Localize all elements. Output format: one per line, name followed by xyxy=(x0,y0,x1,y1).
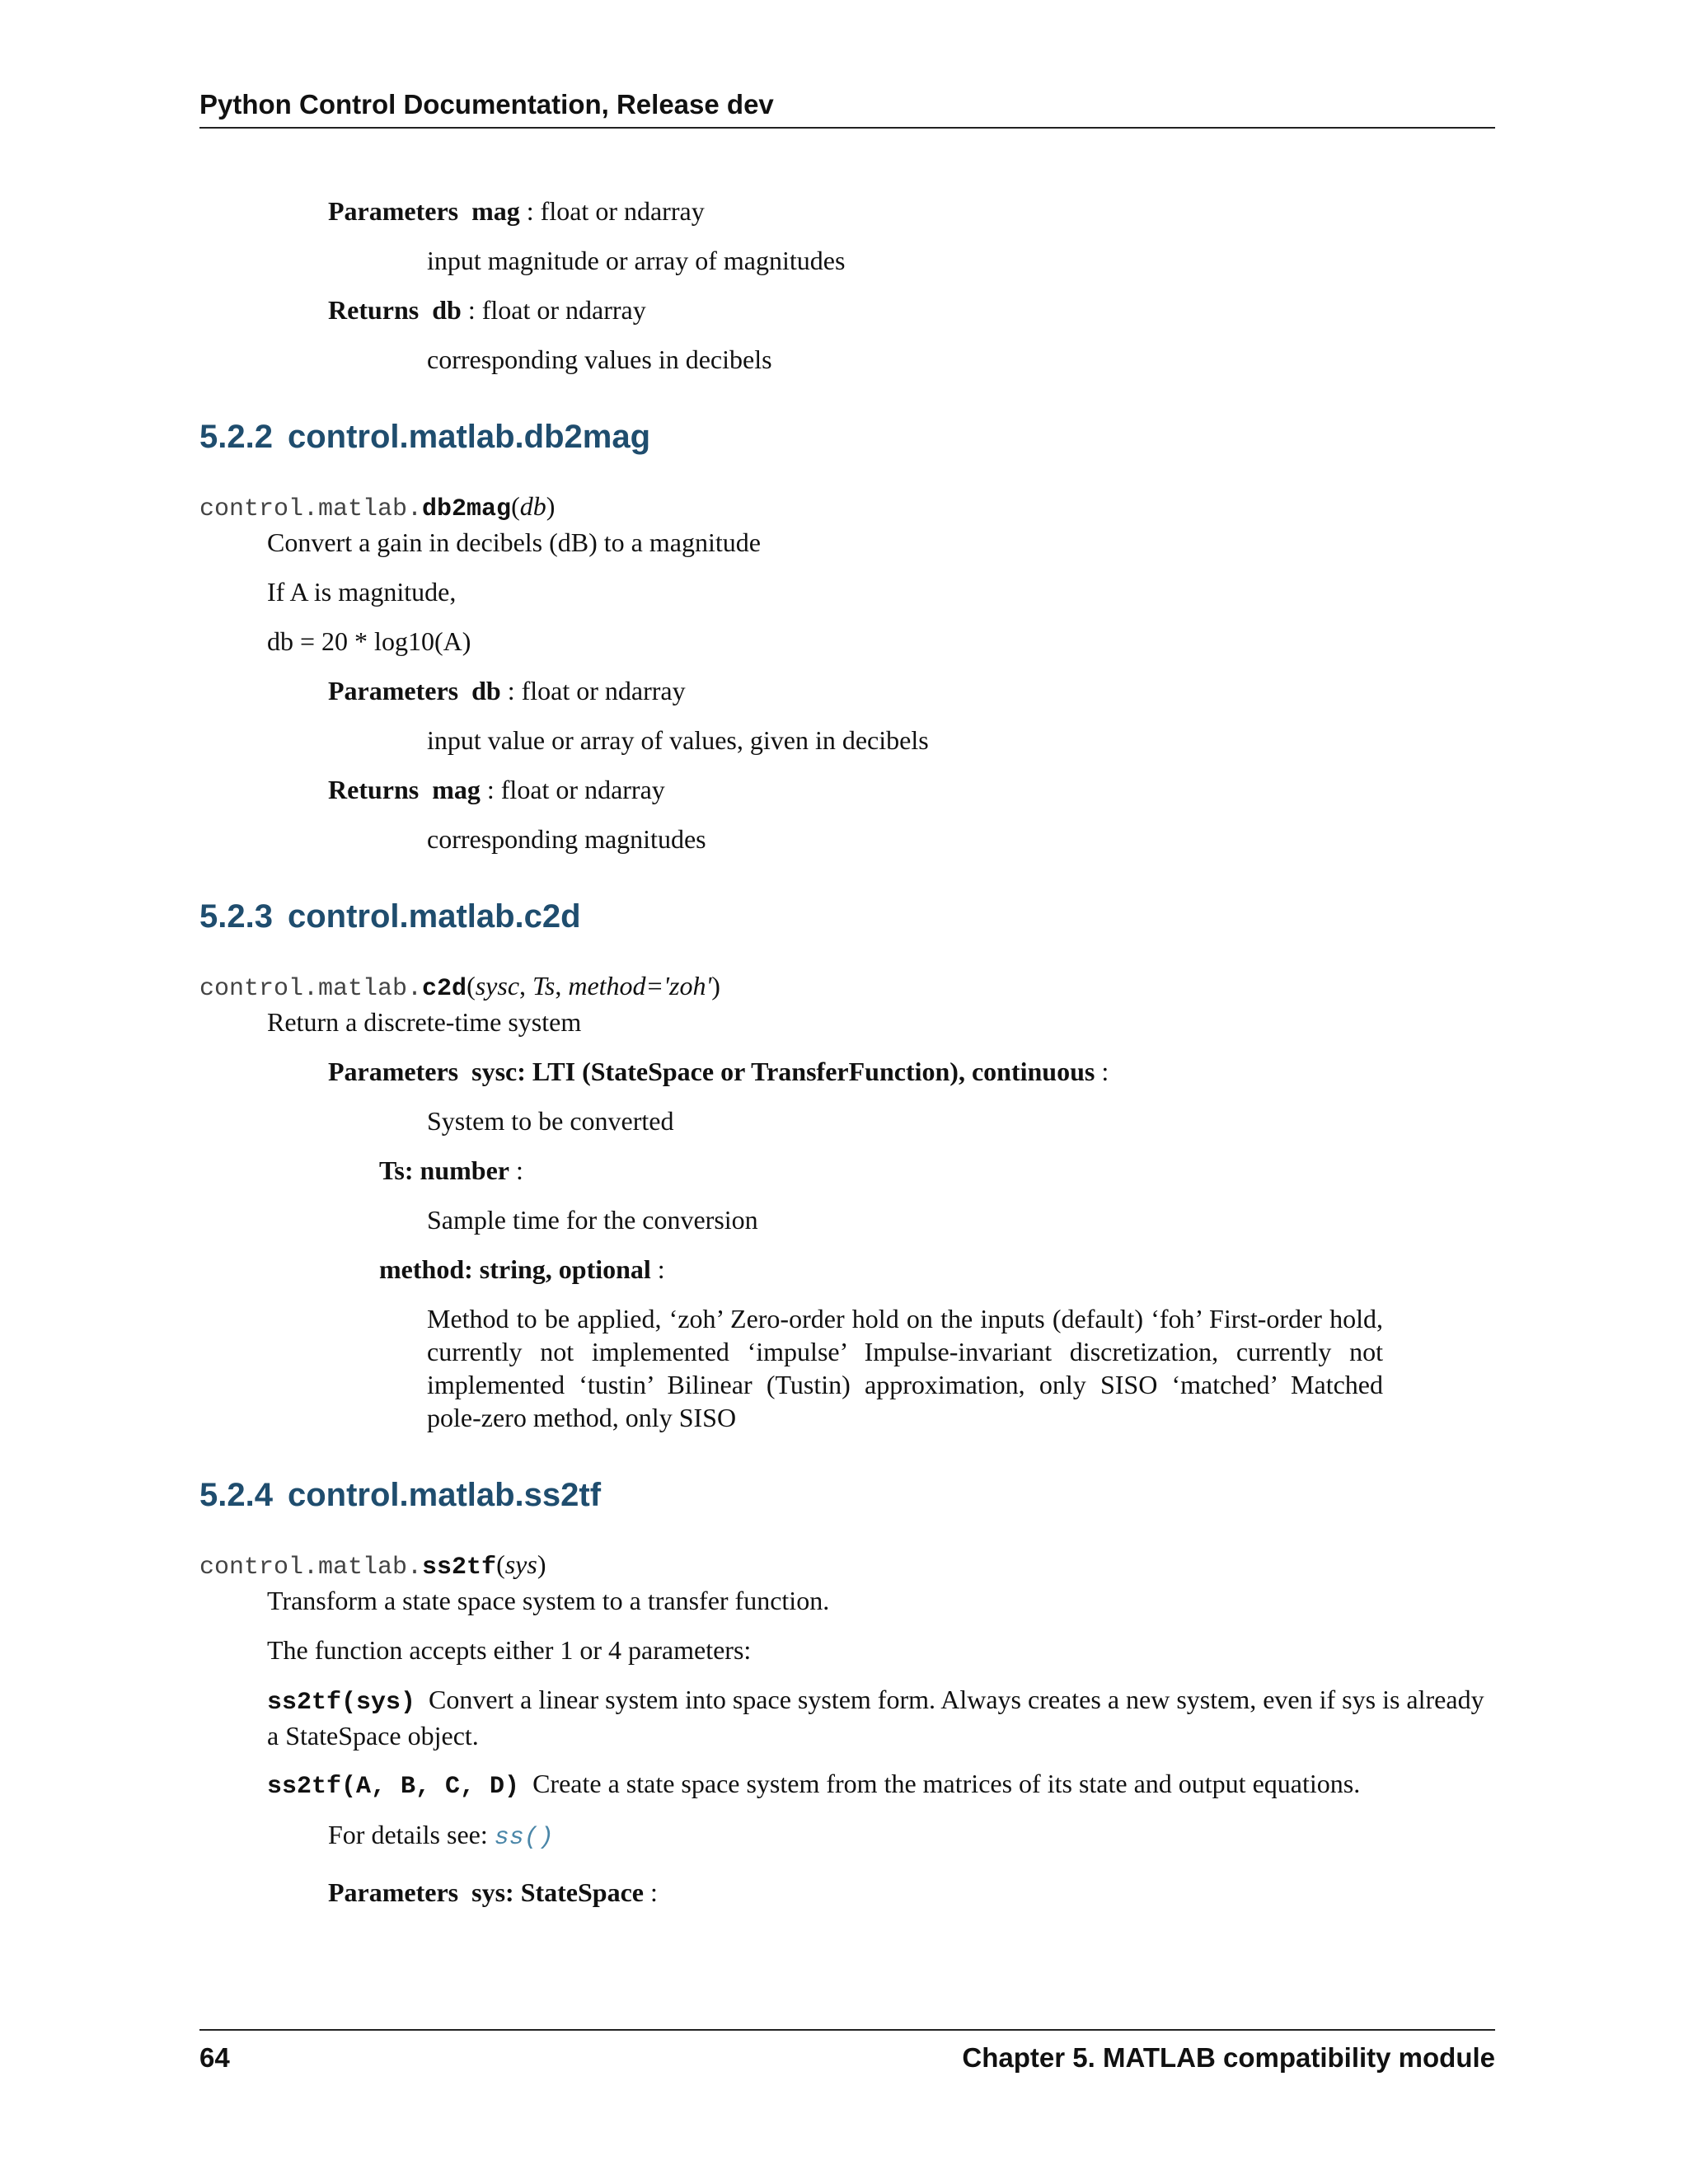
details-line xyxy=(328,1818,1495,1854)
description-db2mag xyxy=(267,526,1495,658)
definition-item-ss2tf-abcd xyxy=(267,1767,1495,1854)
page-number: 64 xyxy=(199,2042,230,2073)
running-footer xyxy=(199,2029,1495,2074)
params-label: Parameters xyxy=(328,1057,459,1086)
params-row-db xyxy=(328,674,1495,707)
definition-desc: Create a state space system from the matrices of its state and output equations. xyxy=(532,1769,1361,1798)
function-signature-ss2tf: control.matlab.ss2tf(sys) xyxy=(199,1549,546,1582)
definition-term: ss2tf(sys) xyxy=(267,1689,416,1717)
return-name: db xyxy=(432,295,462,325)
returns-label: Returns xyxy=(328,295,420,325)
param-type: : float or ndarray xyxy=(526,196,705,226)
section-heading-ss2tf xyxy=(199,1475,1495,1515)
header-title: Python Control Documentation, Release dev xyxy=(199,89,774,120)
param-name: sysc: LTI (StateSpace or TransferFunction), continuous xyxy=(471,1057,1095,1086)
definition-term: ss2tf(A, B, C, D) xyxy=(267,1773,520,1801)
section-number: 5.2.3 xyxy=(199,898,273,935)
param-desc: input magnitude or array of magnitudes xyxy=(427,246,846,275)
section-title: control.matlab.ss2tf xyxy=(287,1477,602,1513)
param-desc: System to be converted xyxy=(427,1106,674,1136)
section-title: control.matlab.c2d xyxy=(287,898,581,935)
sig-arg-ts: Ts xyxy=(532,971,556,1001)
param-colon: : xyxy=(509,1155,523,1185)
param-name: mag xyxy=(471,196,520,226)
param-name: method: string, optional xyxy=(379,1254,651,1284)
params-label: Parameters xyxy=(328,676,459,705)
params-label: Parameters xyxy=(328,1877,459,1907)
sig-arg-sysc: sysc xyxy=(475,971,520,1001)
params-row-sysc xyxy=(328,1055,1495,1088)
section-number: 5.2.2 xyxy=(199,419,273,455)
definition-desc: Convert a linear system into space system form. Always creates a new system, even if sys is already a StateSpace object. xyxy=(267,1685,1484,1750)
description-c2d xyxy=(267,1005,1495,1038)
params-row-mag xyxy=(328,194,1495,227)
function-signature-db2mag: control.matlab.db2mag(db) xyxy=(199,491,556,523)
summary: Convert a gain in decibels (dB) to a magnitude xyxy=(267,527,761,557)
sig-arg: db xyxy=(519,491,546,521)
sig-arg-method: method='zoh' xyxy=(568,971,712,1001)
formula: db = 20 * log10(A) xyxy=(267,626,471,656)
param-name: Ts: number xyxy=(379,1155,509,1185)
summary: Transform a state space system to a transfer function. xyxy=(267,1586,830,1615)
params-label: Parameters xyxy=(328,196,459,226)
param-row-method xyxy=(379,1253,1495,1286)
definition-item-ss2tf-sys xyxy=(267,1683,1495,1752)
section-title: control.matlab.db2mag xyxy=(287,419,651,455)
ss-link[interactable]: ss() xyxy=(494,1824,554,1852)
return-type: : float or ndarray xyxy=(486,775,665,804)
sig-name: db2mag xyxy=(422,495,512,523)
sig-prefix: control.matlab. xyxy=(199,495,423,523)
return-name: mag xyxy=(432,775,481,804)
sig-arg: sys xyxy=(504,1549,537,1579)
param-row-ts xyxy=(379,1154,1495,1187)
returns-row-mag xyxy=(328,773,1495,806)
sig-prefix: control.matlab. xyxy=(199,975,423,1003)
param-colon: : xyxy=(650,1254,665,1284)
accepts-text: The function accepts either 1 or 4 parameters: xyxy=(267,1635,752,1665)
param-name: db xyxy=(471,676,501,705)
page-content xyxy=(199,194,1495,1925)
running-header xyxy=(199,89,1495,129)
section-heading-c2d xyxy=(199,897,1495,936)
param-colon: : xyxy=(1095,1057,1109,1086)
return-desc: corresponding values in decibels xyxy=(427,344,772,374)
sig-name: c2d xyxy=(422,975,467,1003)
chapter-title: Chapter 5. MATLAB compatibility module xyxy=(962,2042,1495,2073)
sig-name: ss2tf xyxy=(422,1554,497,1582)
sig-prefix: control.matlab. xyxy=(199,1554,423,1582)
details-text: For details see: xyxy=(328,1820,495,1849)
section-heading-db2mag xyxy=(199,417,1495,457)
summary: Return a discrete-time system xyxy=(267,1007,582,1037)
param-name: sys: StateSpace xyxy=(471,1877,644,1907)
note: If A is magnitude, xyxy=(267,577,457,607)
params-row-sys xyxy=(328,1876,1495,1909)
returns-label: Returns xyxy=(328,775,420,804)
param-desc: input value or array of values, given in decibels xyxy=(427,725,929,755)
param-colon: : xyxy=(644,1877,658,1907)
return-desc: corresponding magnitudes xyxy=(427,824,706,854)
return-type: : float or ndarray xyxy=(467,295,646,325)
param-type: : float or ndarray xyxy=(507,676,686,705)
returns-row-db xyxy=(328,293,1495,326)
param-desc: Sample time for the conversion xyxy=(427,1205,758,1235)
function-signature-c2d: control.matlab.c2d(sysc, Ts, method='zoh') xyxy=(199,971,720,1003)
section-number: 5.2.4 xyxy=(199,1477,273,1513)
param-desc: Method to be applied, ‘zoh’ Zero-order hold on the inputs (default) ‘foh’ First-order hold, currently not implemented ‘impulse’ Impulse-invariant discretization, currently not implemented ‘tustin’ Bilinear (Tustin) approximation, only SISO ‘matched’ Matched pole-zero method, only SISO xyxy=(427,1304,1383,1432)
description-ss2tf xyxy=(267,1584,1495,1666)
